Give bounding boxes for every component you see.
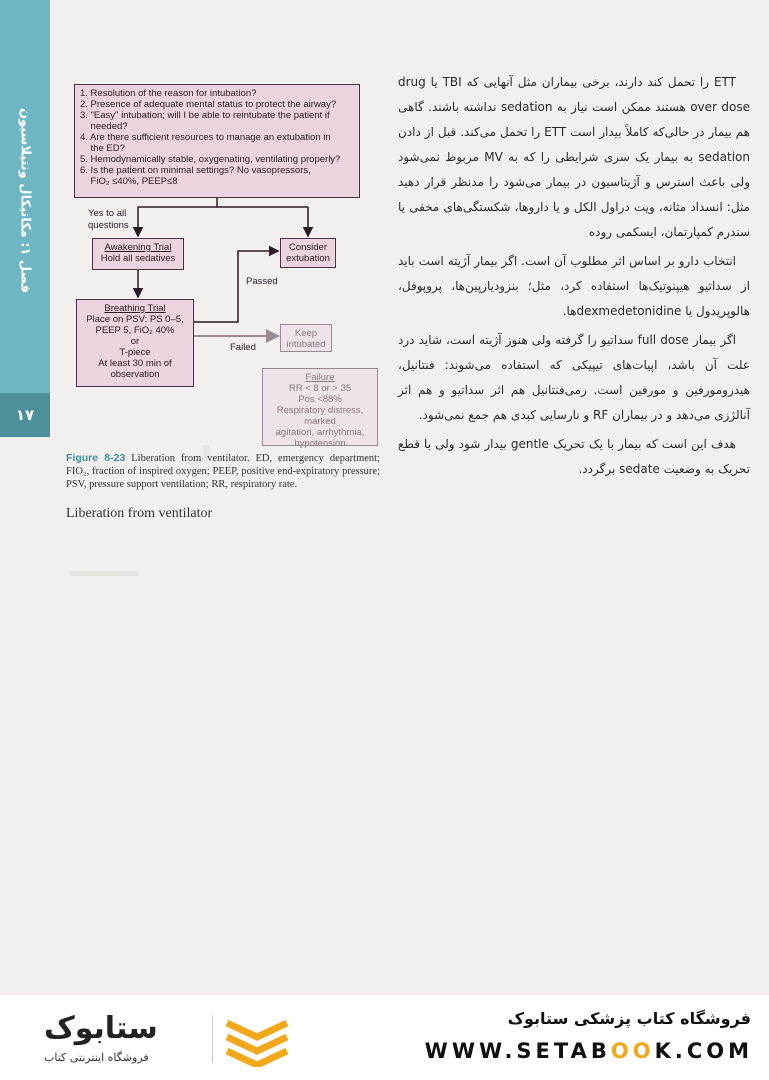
- brand-block: [26, 1009, 226, 1069]
- awakening-title: Awakening Trial: [104, 242, 172, 253]
- failure-title: Failure: [305, 372, 335, 383]
- awakening-body: Hold all sedatives: [100, 253, 176, 264]
- failure-line: hypotension: [294, 438, 346, 449]
- failed-label: Failed: [230, 342, 256, 353]
- breathing-line: PEEP 5, FiO₂ 40%: [95, 325, 175, 336]
- extubation-criteria-box: [74, 84, 360, 198]
- paragraph: انتخاب دارو بر اساس اثر مطلوب آن است. اگر بیمار آژیته است باید از سداتیو هیپنوتیک‌ها استفاده کرد، مثل؛ بنزودیازپین‌ها، پروپوفل، هالوپریدول یا dexmedetonidineها.: [398, 254, 750, 318]
- url-part: K.COM: [654, 1039, 753, 1063]
- keep-line: intubated: [286, 339, 326, 350]
- paragraph: اگر بیمار full dose سداتیو را گرفته ولی هنوز آژیته است، شاید درد علت آن باشد، اپیات‌های تیپیکی که استفاده می‌شوند: فنتانیل، هیدرومورفین و مورفین است. رمی‌فنتانیل هم اثر سداتیو و هم اثر آنالژزی می‌دهد و در بیماران RF و نارسایی کبدی هم جمع نمی‌شود.: [398, 333, 750, 422]
- keep-intubated-box: [280, 324, 332, 352]
- faint-background-mark: ـــــ: [70, 540, 139, 586]
- failure-line: agitation, arrhythmia,: [275, 427, 365, 438]
- running-head: فصل ۱: مکانیکال ونتیلاسیون: [17, 107, 33, 293]
- consider-line: Consider: [288, 242, 328, 253]
- criteria-line: needed?: [80, 121, 128, 132]
- breathing-line: Place on PSV: PS 0–5,: [86, 314, 184, 325]
- criteria-line: 1. Resolution of the reason for intubation?: [80, 88, 257, 99]
- consider-extubation-box: [280, 238, 336, 268]
- caption-text: Liberation from ventilator. ED, emergency department; FIO₂, fraction of inspired oxygen; PEEP, positive end-expiratory pressure; PSV, pressure support ventilation; RR, respiratory rate.: [66, 453, 380, 490]
- criteria-line: the ED?: [80, 143, 125, 154]
- footer-divider: [212, 1015, 213, 1063]
- criteria-line: 3. "Easy" intubation; will I be able to reintubate the patient if: [80, 110, 330, 121]
- paragraph: ETT را تحمل کند دارند، برخی بیماران مثل آنهایی که TBI یا drug over dose هستند ممکن است نیاز به sedation نداشته باشند. گاهی هم بیمار در حالی‌که کاملاً بیدار است ETT را تحمل می‌کند. قبل از دادن sedation به بیمار یک سری شرایطی را که به MV مربوط نمی‌شود ولی باعث استرس و آژیتاسیون در بیمار می‌شود را مدنظر قرار دهید مثل: انسداد مثانه، ویت دراول الکل و یا داروها، شکستگی‌های مخفی یا سندرم کمپارتمان، ایسکمی روده: [398, 75, 750, 239]
- failure-line: RR < 8 or > 35: [288, 383, 352, 394]
- brand-subtitle: فروشگاه اینترنتی کتاب: [44, 1051, 149, 1064]
- flowchart-figure: [52, 70, 392, 490]
- url-accent-o: O: [632, 1039, 655, 1063]
- failure-line: Respiratory distress, marked: [276, 405, 364, 427]
- figure-label: Figure 8-23: [66, 452, 126, 464]
- criteria-line: FiO₂ ≤40%, PEEP≤8: [80, 176, 178, 187]
- criteria-line: 2. Presence of adequate mental status to protect the airway?: [80, 99, 337, 110]
- keep-line: Keep: [294, 328, 318, 339]
- yes-label: Yes to all: [88, 208, 127, 219]
- figure-caption: [66, 452, 380, 491]
- faint-background-mark: ر: [190, 420, 214, 466]
- criteria-line: 4. Are there sufficient resources to manage an extubation in: [80, 132, 331, 143]
- breathing-line: or: [130, 336, 140, 347]
- page-number: ۱۷: [0, 393, 50, 437]
- persian-body-text: [398, 70, 750, 486]
- passed-label: Passed: [246, 276, 278, 287]
- failure-criteria-box: [262, 368, 378, 449]
- paragraph: هدف این است که بیمار با یک تحریک gentle بیدار شود ولی با قطع تحریک به وضعیت sedate برگردد.: [398, 437, 750, 476]
- side-tab: [0, 0, 50, 437]
- brand-name: ستابوک: [44, 1011, 158, 1046]
- breathing-title: Breathing Trial: [104, 303, 166, 314]
- url-accent-o: O: [610, 1039, 633, 1063]
- breathing-trial-box: [76, 299, 194, 387]
- book-stack-logo-icon: [222, 1013, 292, 1067]
- criteria-line: 5. Hemodynamically stable, oxygenating, ventilating properly?: [80, 154, 341, 165]
- shop-name: فروشگاه کتاب پزشکی ستابوک: [507, 1009, 751, 1028]
- failure-line: Pos <88%: [298, 394, 342, 405]
- consider-line: extubation: [286, 253, 330, 264]
- breathing-line: T-piece: [119, 347, 151, 358]
- criteria-line: 6. Is the patient on minimal settings? No vasopressors,: [80, 165, 311, 176]
- english-heading: Liberation from ventilator: [66, 506, 213, 521]
- url-part: WWW.SETAB: [424, 1039, 611, 1063]
- breathing-line: observation: [110, 369, 160, 380]
- yes-label: questions: [88, 220, 129, 231]
- watermark-footer: [0, 995, 769, 1080]
- shop-url[interactable]: [425, 1039, 753, 1063]
- awakening-trial-box: [92, 238, 184, 270]
- breathing-line: At least 30 min of: [98, 358, 172, 369]
